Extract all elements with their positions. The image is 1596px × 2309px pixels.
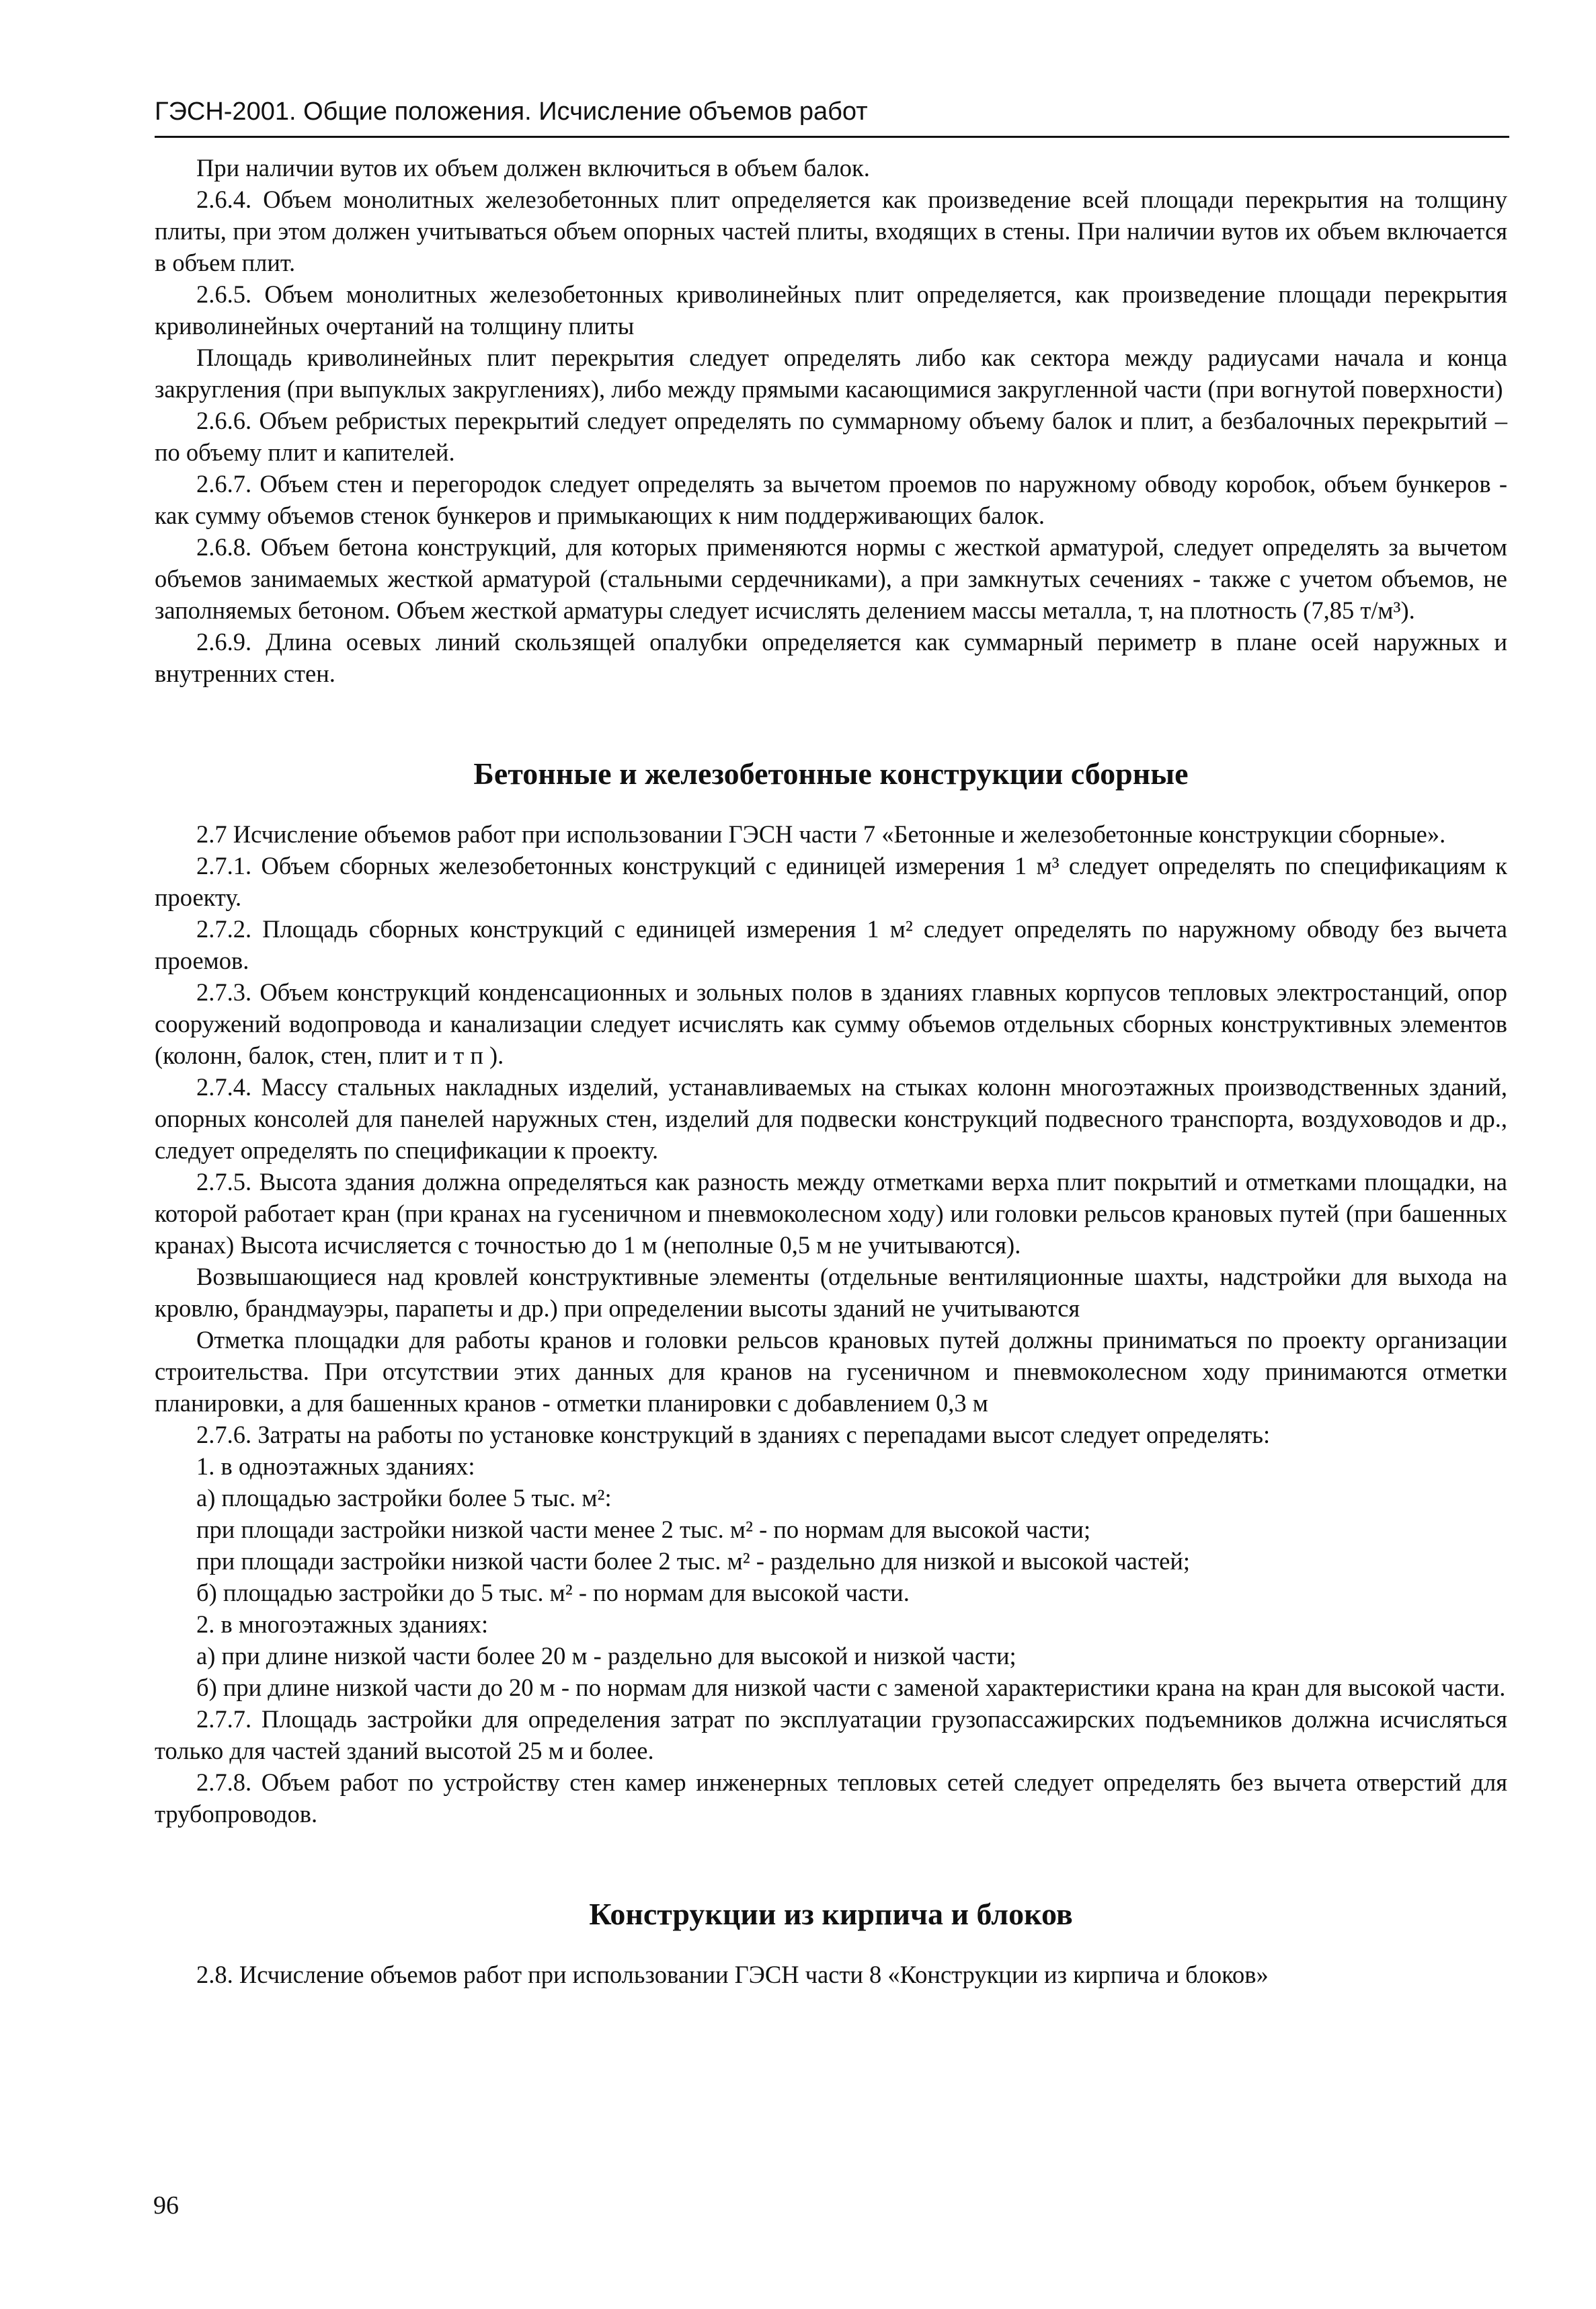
paragraph: 2.6.6. Объем ребристых перекрытий следует определять по суммарному объему балок и плит, а безбалочных перекрытий – по объему плит и капителей. xyxy=(155,407,1507,466)
section-heading: Бетонные и железобетонные конструкции сборные xyxy=(473,756,1189,791)
list-item: б) при длине низкой части до 20 м - по нормам для низкой части с заменой характеристики крана на кран для высокой части. xyxy=(196,1674,1506,1701)
list-item: а) площадью застройки более 5 тыс. м²: xyxy=(196,1484,612,1512)
paragraph: 2.7.3. Объем конструкций конденсационных и зольных полов в зданиях главных корпусов тепловых электростанций, опор сооружений водопровода и канализации следует исчислять как сумму объемов отдельных сборных конструктивных элементов (колонн, балок, стен, плит и т п ). xyxy=(155,978,1507,1069)
paragraph: 2.7.1. Объем сборных железобетонных конструкций с единицей измерения 1 м³ следует определять по спецификациям к проекту. xyxy=(155,852,1507,911)
paragraph: 2.7.5. Высота здания должна определяться как разность между отметками верха плит покрытий и отметками площадки, на которой работает кран (при кранах на гусеничном и пневмоколесном ходу) или головки рельсов крановых путей (при башенных кранах) Высота исчисляется с точностью до 1 м (неполные 0,5 м не учитываются). xyxy=(155,1168,1507,1259)
section-heading: Конструкции из кирпича и блоков xyxy=(589,1897,1073,1931)
paragraph: Отметка площадки для работы кранов и головки рельсов крановых путей должны приниматься по проекту организации строительства. При отсутствии этих данных для кранов на гусеничном и пневмоколесном ходу принимаются отметки планировки, а для башенных кранов - отметки планировки с добавлением 0,3 м xyxy=(155,1326,1507,1417)
paragraph: 2.6.9. Длина осевых линий скользящей опалубки определяется как суммарный периметр в плане осей наружных и внутренних стен. xyxy=(155,628,1507,687)
paragraph: Возвышающиеся над кровлей конструктивные элементы (отдельные вентиляционные шахты, надстройки для выхода на кровлю, брандмауэры, парапеты и др.) при определении высоты зданий не учитываются xyxy=(155,1263,1507,1322)
list-item: а) при длине низкой части более 20 м - раздельно для высокой и низкой части; xyxy=(196,1642,1016,1670)
paragraph: 2.6.5. Объем монолитных железобетонных криволинейных плит определяется, как произведение площади перекрытия криволинейных очертаний на толщину плиты xyxy=(155,280,1507,340)
list-item: при площади застройки низкой части менее 2 тыс. м² - по нормам для высокой части; xyxy=(196,1516,1091,1543)
running-header: ГЭСН-2001. Общие положения. Исчисление объемов работ xyxy=(155,97,868,126)
paragraph: 2.8. Исчисление объемов работ при использовании ГЭСН части 8 «Конструкции из кирпича и блоков» xyxy=(196,1961,1269,1988)
page-number: 96 xyxy=(153,2191,179,2220)
list-item: 2. в многоэтажных зданиях: xyxy=(196,1610,489,1638)
paragraph: 2.6.4. Объем монолитных железобетонных плит определяется как произведение всей площади перекрытия на толщину плиты, при этом должен учитываться объем опорных частей плиты, входящих в стены. При наличии вутов их объем включается в объем плит. xyxy=(155,186,1507,276)
list-item: при площади застройки низкой части более 2 тыс. м² - раздельно для низкой и высокой частей; xyxy=(196,1547,1191,1575)
list-item: б) площадью застройки до 5 тыс. м² - по нормам для высокой части. xyxy=(196,1579,910,1606)
page-body xyxy=(155,152,1507,1990)
paragraph: 2.7.2. Площадь сборных конструкций с единицей измерения 1 м² следует определять по наружному обводу без вычета проемов. xyxy=(155,915,1507,974)
paragraph: 2.7.8. Объем работ по устройству стен камер инженерных тепловых сетей следует определять без вычета отверстий для трубопроводов. xyxy=(155,1768,1507,1828)
paragraph: Площадь криволинейных плит перекрытия следует определять либо как сектора между радиусами начала и конца закругления (при выпуклых закруглениях), либо между прямыми касающимися закругленной части (при вогнутой поверхности) xyxy=(155,344,1507,403)
paragraph: При наличии вутов их объем должен включиться в объем балок. xyxy=(196,154,870,182)
paragraph: 2.7.6. Затраты на работы по установке конструкций в зданиях с перепадами высот следует определять: xyxy=(196,1421,1271,1448)
paragraph: 2.6.8. Объем бетона конструкций, для которых применяются нормы с жесткой арматурой, следует определять за вычетом объемов занимаемых жесткой арматурой (стальными сердечниками), а при замкнутых сечениях - также с учетом объемов, не заполняемых бетоном. Объем жесткой арматуры следует исчислять делением массы металла, т, на плотность (7,85 т/м³). xyxy=(155,533,1507,624)
paragraph: 2.6.7. Объем стен и перегородок следует определять за вычетом проемов по наружному обводу коробок, объем бункеров - как сумму объемов стенок бункеров и примыкающих к ним поддерживающих балок. xyxy=(155,470,1507,529)
paragraph: 2.7.7. Площадь застройки для определения затрат по эксплуатации грузопассажирских подъемников должна исчисляться только для частей зданий высотой 25 м и более. xyxy=(155,1705,1507,1764)
list-item: 1. в одноэтажных зданиях: xyxy=(196,1452,475,1480)
header-rule xyxy=(155,136,1509,138)
paragraph: 2.7.4. Массу стальных накладных изделий, устанавливаемых на стыках колонн многоэтажных производственных зданий, опорных консолей для панелей наружных стен, изделий для подвески конструкций подвесного транспорта, воздуховодов и др., следует определять по спецификации к проекту. xyxy=(155,1073,1507,1164)
paragraph: 2.7 Исчисление объемов работ при использовании ГЭСН части 7 «Бетонные и железобетонные конструкции сборные». xyxy=(196,820,1446,848)
